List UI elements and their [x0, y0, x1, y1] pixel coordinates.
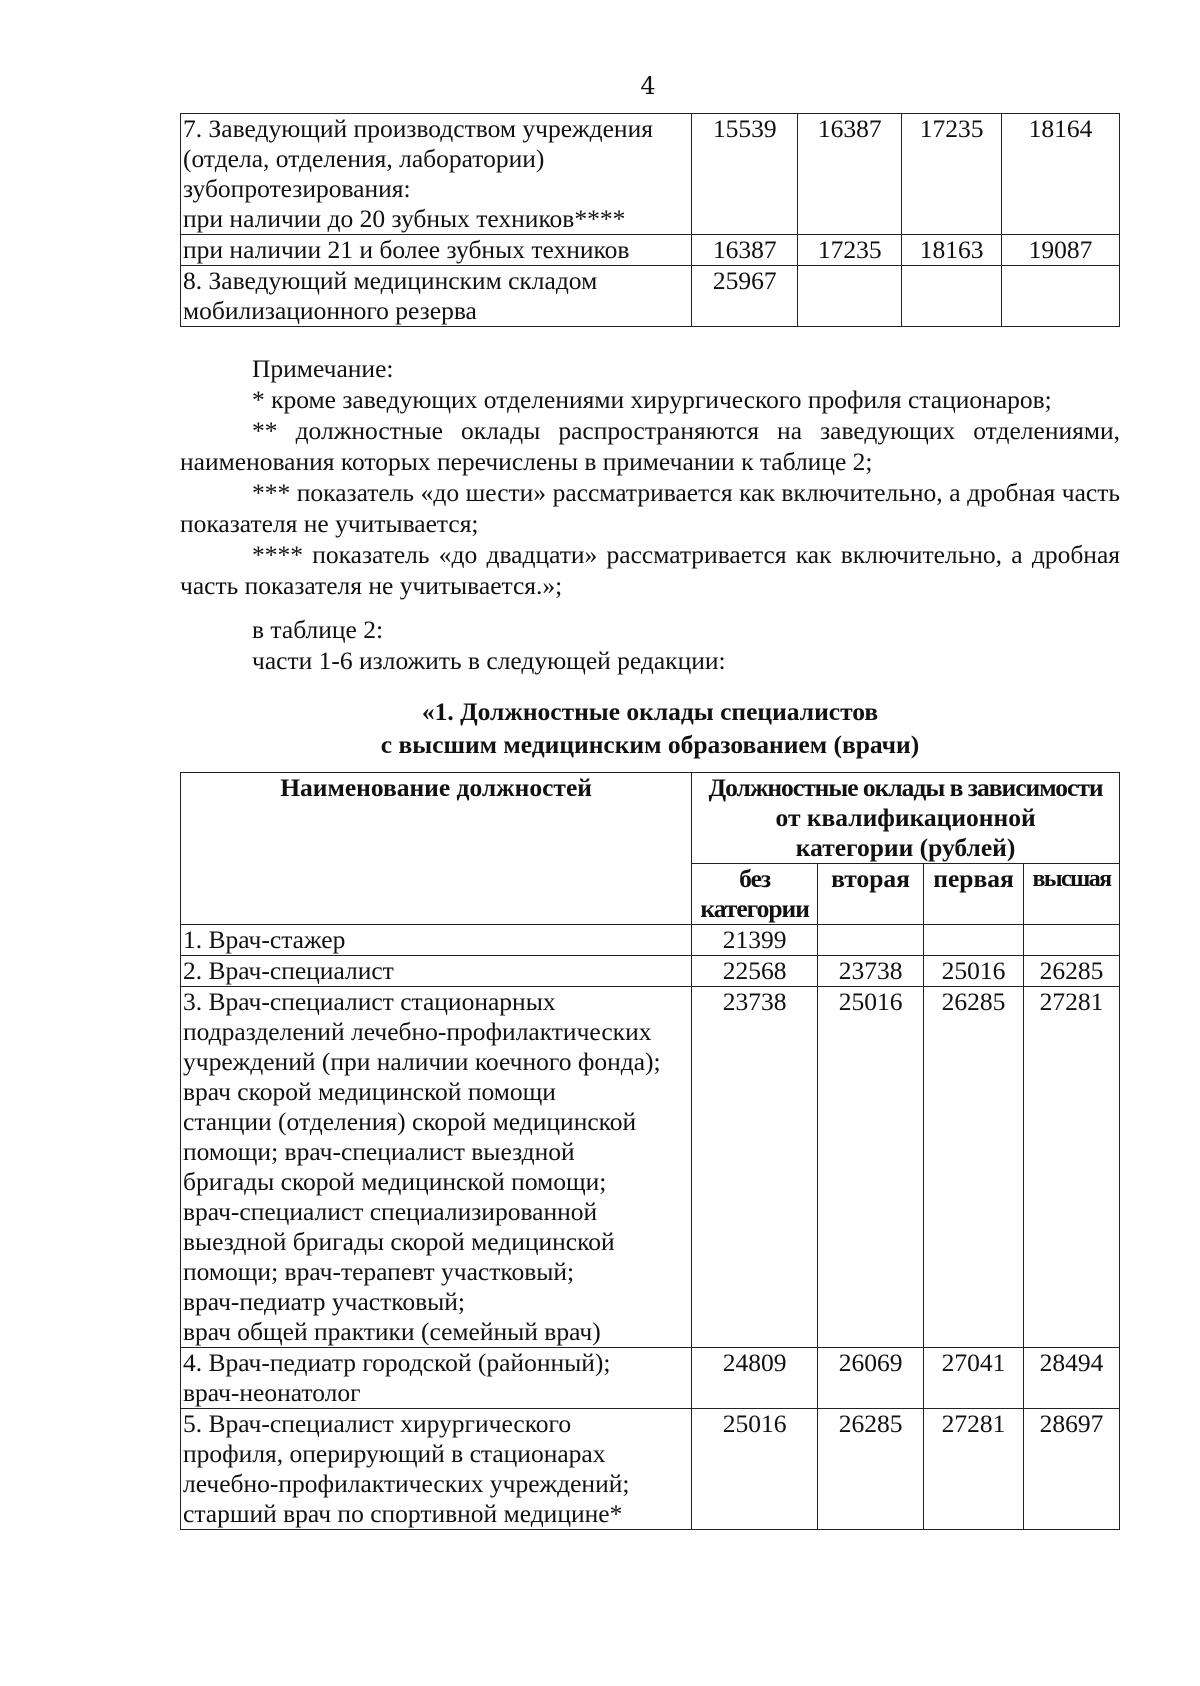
table-row — [181, 1409, 1120, 1530]
salary-value-cell: 27041 — [924, 1348, 1024, 1409]
salary-value-cell: 27281 — [1024, 987, 1120, 1348]
position-name-line: бригады скорой медицинской помощи; — [183, 1167, 607, 1196]
salary-value-cell: 22568 — [692, 956, 818, 987]
position-name-line: 7. Заведующий производством учреждения — [183, 114, 653, 143]
salary-value-cell — [818, 925, 924, 956]
salary-value-cell: 25016 — [692, 1409, 818, 1530]
position-name-line: 8. Заведующий медицинским складом — [183, 266, 598, 295]
position-name-line: врач-специалист специализированной — [183, 1197, 598, 1226]
position-name-line: 4. Врач-педиатр городской (районный); — [183, 1348, 611, 1377]
salary-table-continuation — [180, 113, 1120, 327]
note-item-2: ** должностные оклады распространяются на заведующих отделениями, наименования которых перечислены в примечании к таблице 2; — [180, 416, 1120, 476]
position-name-line: старший врач по спортивной медицине* — [183, 1499, 623, 1528]
position-name-line: врач общей практики (семейный врач) — [183, 1317, 601, 1346]
salary-value-cell: 26285 — [1024, 956, 1120, 987]
notes-block — [180, 353, 1120, 601]
salary-value-cell: 17235 — [902, 114, 1002, 235]
position-name-line: помощи; врач-терапевт участковый; — [183, 1257, 575, 1286]
salary-value-cell — [1002, 266, 1120, 327]
salary-value-cell: 17235 — [798, 235, 902, 266]
position-name-line: станции (отделения) скорой медицинской — [183, 1107, 637, 1136]
position-name-line: помощи; врач-специалист выездной — [183, 1137, 575, 1166]
salary-value-cell: 16387 — [692, 235, 798, 266]
header-category-none: без категории — [692, 864, 818, 925]
salary-value-cell: 25967 — [692, 266, 798, 327]
header-salary-line-3: категории (рублей) — [795, 833, 1016, 862]
note-item-3: *** показатель «до шести» рассматривается как включительно, а дробная часть показателя не учитывается; — [180, 478, 1120, 538]
note-item-1: * кроме заведующих отделениями хирургического профиля стационаров; — [252, 385, 1052, 414]
table-reference: в таблице 2: — [252, 615, 384, 644]
position-name-line: учреждений (при наличии коечного фонда); — [183, 1047, 661, 1076]
table-row — [181, 1348, 1120, 1409]
salary-value-cell: 23738 — [818, 956, 924, 987]
position-name-cell — [181, 114, 692, 235]
position-name-line: врач скорой медицинской помощи — [183, 1077, 556, 1106]
salary-value-cell: 23738 — [692, 987, 818, 1348]
position-name-cell — [181, 266, 692, 327]
position-name-cell — [181, 1348, 692, 1409]
position-name-cell — [181, 987, 692, 1348]
salary-value-cell: 28697 — [1024, 1409, 1120, 1530]
table-row — [181, 987, 1120, 1348]
salary-value-cell: 18164 — [1002, 114, 1120, 235]
salary-value-cell: 26285 — [818, 1409, 924, 1530]
position-name-line: лечебно-профилактических учреждений; — [183, 1469, 630, 1498]
position-name-cell — [181, 956, 692, 987]
position-name-line: врач-педиатр участковый; — [183, 1287, 465, 1316]
position-name-line: врач-неонатолог — [183, 1378, 361, 1407]
table-row — [181, 114, 1120, 235]
header-position-name: Наименование должностей — [181, 773, 692, 925]
salary-value-cell: 25016 — [818, 987, 924, 1348]
salary-value-cell: 15539 — [692, 114, 798, 235]
position-name-line: профиля, оперирующий в стационарах — [183, 1439, 606, 1468]
salary-value-cell: 21399 — [692, 925, 818, 956]
position-name-cell — [181, 235, 692, 266]
note-item-4: **** показатель «до двадцати» рассматривается как включительно, а дробная часть показателя не учитывается.»; — [180, 540, 1120, 600]
salary-value-cell — [902, 266, 1002, 327]
instruction-text: части 1-6 изложить в следующей редакции: — [252, 646, 726, 675]
position-name-line: 2. Врач-специалист — [183, 956, 394, 985]
section-heading — [180, 695, 1120, 761]
salary-value-cell — [1024, 925, 1120, 956]
header-salary-line-1: Должностные оклады в зависимости — [708, 773, 1103, 802]
salary-value-cell: 18163 — [902, 235, 1002, 266]
salary-table-doctors — [180, 772, 1120, 1530]
position-name-line: 3. Врач-специалист стационарных — [183, 987, 556, 1016]
header-salary-line-2: от квалификационной — [775, 803, 1036, 832]
position-name-line: 5. Врач-специалист хирургического — [183, 1409, 572, 1438]
salary-value-cell: 16387 — [798, 114, 902, 235]
section-heading-line-2: с высшим медицинским образованием (врачи) — [380, 730, 920, 759]
header-category-second: вторая — [818, 864, 924, 925]
salary-value-cell: 26069 — [818, 1348, 924, 1409]
table-row — [181, 235, 1120, 266]
header-category-highest: высшая — [1024, 864, 1120, 925]
header-salary — [692, 773, 1120, 864]
position-name-cell — [181, 1409, 692, 1530]
salary-value-cell — [924, 925, 1024, 956]
position-name-line: 1. Врач-стажер — [183, 925, 346, 954]
salary-value-cell: 27281 — [924, 1409, 1024, 1530]
position-name-line: подразделений лечебно-профилактических — [183, 1017, 652, 1046]
salary-value-cell: 19087 — [1002, 235, 1120, 266]
table-row — [181, 266, 1120, 327]
salary-value-cell — [798, 266, 902, 327]
section-heading-line-1: «1. Должностные оклады специалистов — [421, 697, 879, 726]
salary-value-cell: 24809 — [692, 1348, 818, 1409]
position-name-line: зубопротезирования: — [183, 174, 411, 203]
table-row — [181, 956, 1120, 987]
page-number: 4 — [640, 72, 656, 100]
position-name-line: мобилизационного резерва — [183, 296, 477, 325]
salary-value-cell: 28494 — [1024, 1348, 1120, 1409]
position-name-cell — [181, 925, 692, 956]
salary-value-cell: 26285 — [924, 987, 1024, 1348]
notes-title: Примечание: — [252, 354, 394, 383]
header-category-first: первая — [924, 864, 1024, 925]
position-name-line: при наличии до 20 зубных техников**** — [183, 204, 626, 233]
position-name-line: (отдела, отделения, лаборатории) — [183, 144, 545, 173]
position-name-line: выездной бригады скорой медицинской — [183, 1227, 615, 1256]
salary-value-cell: 25016 — [924, 956, 1024, 987]
instruction-block — [180, 614, 1120, 676]
position-name-line: при наличии 21 и более зубных техников — [183, 235, 630, 264]
table-row — [181, 925, 1120, 956]
